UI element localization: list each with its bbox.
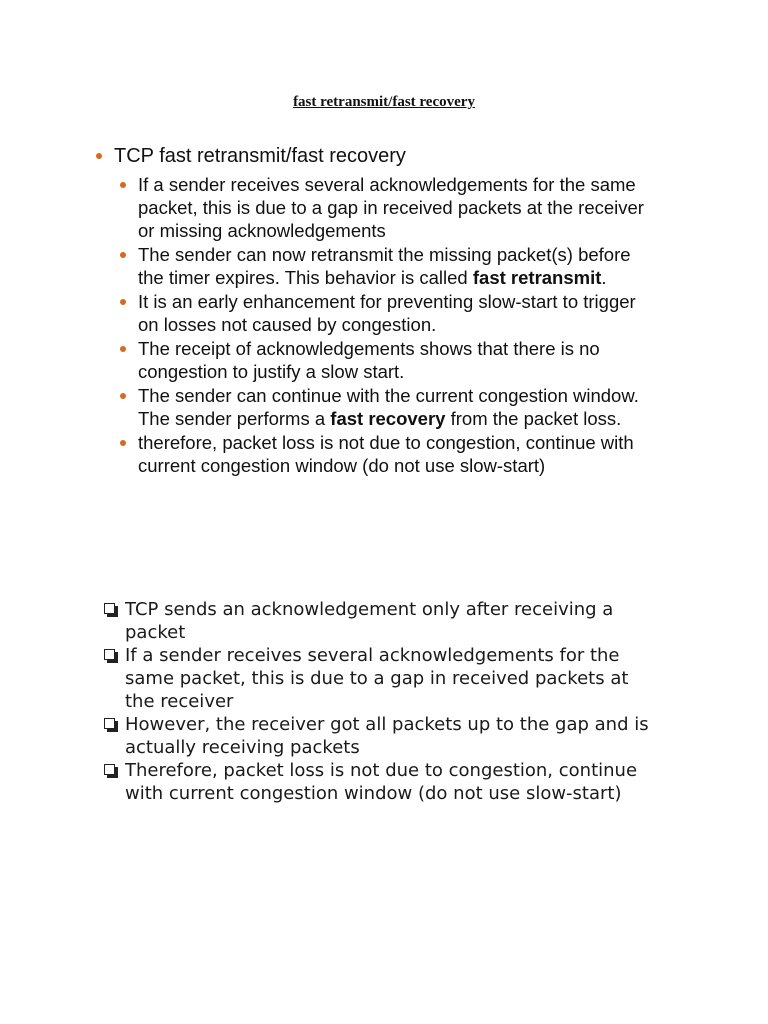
bullet-dot-icon (120, 440, 126, 446)
notes-item (103, 644, 663, 713)
slide-content (96, 143, 656, 478)
slide-bullet (120, 290, 656, 336)
bullet-text: If a sender receives several acknowledgements for the same packet, this is due to a gap in received packets at the receiver or missing acknowledgements (138, 174, 644, 241)
checkbox-square-icon (104, 764, 115, 775)
slide-bullet (120, 337, 656, 383)
bullet-dot-icon (120, 346, 126, 352)
notes-item (103, 759, 663, 805)
bullet-text: therefore, packet loss is not due to congestion, continue with current congestion window (do not use slow-start) (138, 432, 634, 476)
bullet-text: The sender can now retransmit the missing packet(s) before the timer expires. This behavior is called (138, 244, 631, 288)
bullet-dot-icon (96, 153, 102, 159)
slide-bullet (120, 431, 656, 477)
bullet-dot-icon (120, 393, 126, 399)
notes-text: Therefore, packet loss is not due to congestion, continue with current congestion window (do not use slow-start) (125, 760, 638, 804)
bullet-text: The sender can continue with the current congestion window. The sender performs a (138, 385, 639, 429)
document-title: fast retransmit/fast recovery (293, 94, 475, 110)
bullet-dot-icon (120, 182, 126, 188)
slide-bullet (120, 384, 656, 430)
bullet-text-after: . (601, 267, 607, 288)
bullet-text: The receipt of acknowledgements shows that there is no congestion to justify a slow start. (138, 338, 600, 382)
slide-heading: TCP fast retransmit/fast recovery (114, 145, 406, 167)
checkbox-square-icon (104, 718, 115, 729)
slide-bullet (120, 243, 656, 289)
notes-text: However, the receiver got all packets up to the gap and is actually receiving packets (125, 714, 649, 758)
notes-item (103, 598, 663, 644)
notes-text: If a sender receives several acknowledgements for the same packet, this is due to a gap in received packets at the receiver (125, 645, 629, 712)
notes-list (103, 598, 663, 805)
notes-item (103, 713, 663, 759)
slide-heading-bullet (96, 143, 656, 169)
bullet-dot-icon (120, 252, 126, 258)
checkbox-square-icon (104, 649, 115, 660)
slide-bullet-list (96, 173, 656, 477)
bullet-dot-icon (120, 299, 126, 305)
bullet-bold-term: fast recovery (330, 408, 446, 429)
notes-text: TCP sends an acknowledgement only after receiving a packet (125, 599, 614, 643)
bullet-text: It is an early enhancement for preventing slow-start to trigger on losses not caused by congestion. (138, 291, 636, 335)
slide-bullet (120, 173, 656, 242)
checkbox-square-icon (104, 603, 115, 614)
bullet-bold-term: fast retransmit (472, 267, 602, 288)
bullet-text-after: from the packet loss. (445, 408, 622, 429)
